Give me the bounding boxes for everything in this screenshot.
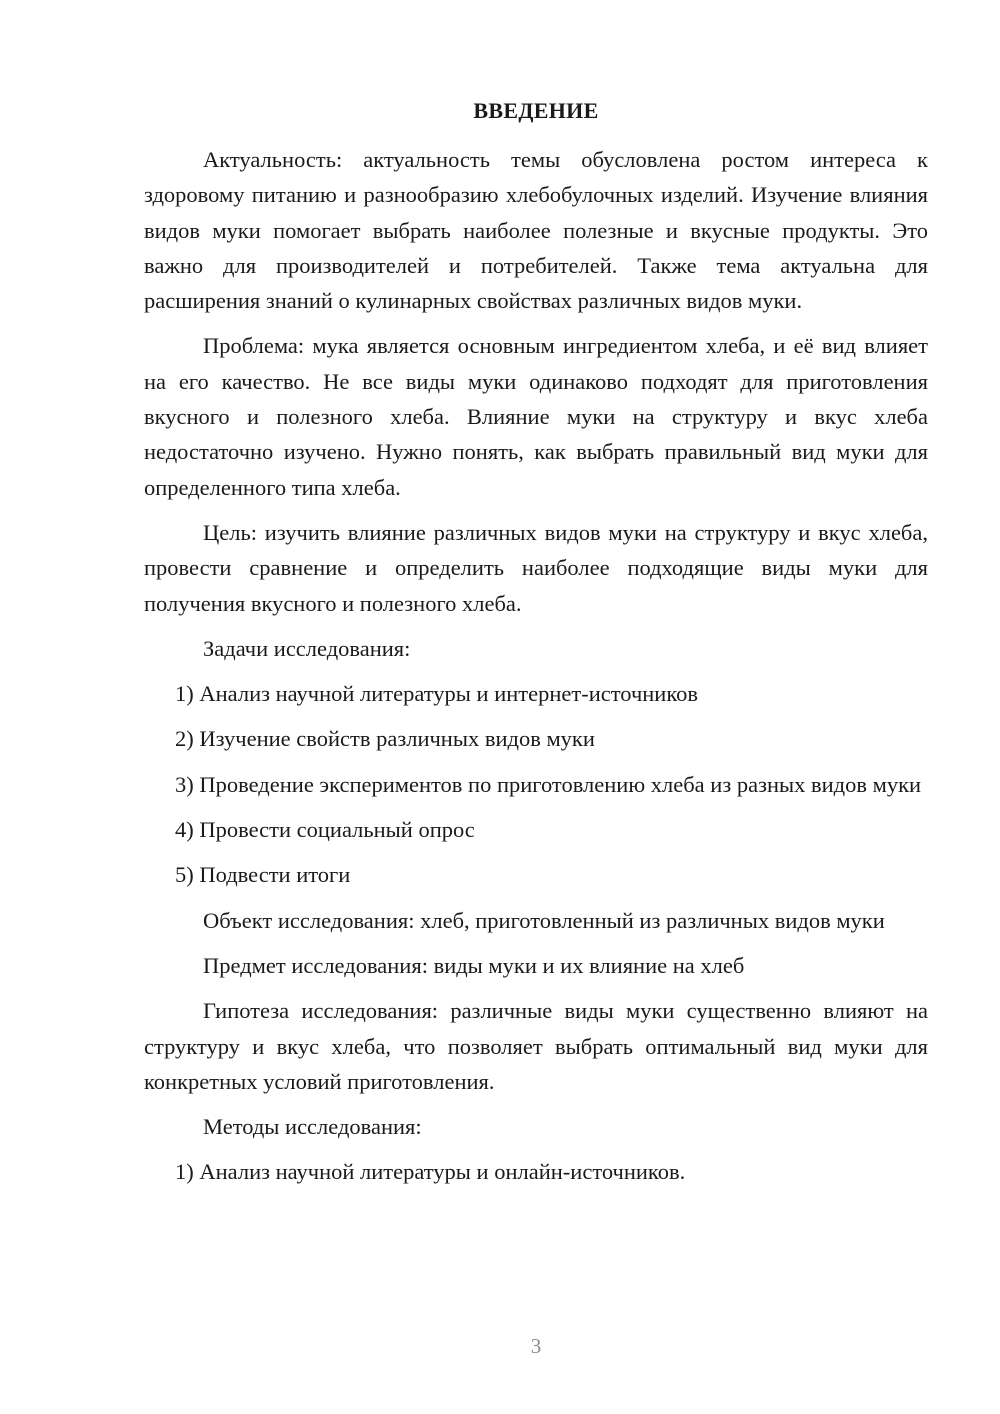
document-page — [144, 0, 928, 1414]
page-number: 3 — [530, 1334, 542, 1358]
paragraph-goal: Цель: изучить влияние различных видов муки на структуру и вкус хлеба, провести сравнение и определить наиболее подходящие виды муки для получения вкусного и полезного хлеба. — [144, 519, 928, 616]
paragraph-hypothesis: Гипотеза исследования: различные виды муки существенно влияют на структуру и вкус хлеба, что позволяет выбрать оптимальный вид муки для конкретных условий приготовления. — [144, 998, 928, 1094]
method-item-1: 1) Анализ научной литературы и онлайн-источников. — [175, 1159, 686, 1185]
paragraph-object: Объект исследования: хлеб, приготовленный из различных видов муки — [203, 907, 885, 933]
task-item-2: 2) Изучение свойств различных видов муки — [175, 726, 595, 752]
paragraph-subject: Предмет исследования: виды муки и их влияние на хлеб — [203, 952, 745, 978]
section-heading: ВВЕДЕНИЕ — [473, 98, 599, 123]
document-body — [144, 142, 928, 1200]
task-item-4: 4) Провести социальный опрос — [175, 817, 475, 843]
task-item-3: 3) Проведение экспериментов по приготовлению хлеба из разных видов муки — [175, 771, 922, 797]
paragraph-problem: Проблема: мука является основным ингредиентом хлеба, и её вид влияет на его качество. Не все виды муки одинаково подходят для приготовления вкусного и полезного хлеба. Влияние муки на структуру и вкус хлеба недостаточно изучено. Нужно понять, как выбрать правильный вид муки для определенного типа хлеба. — [144, 333, 928, 500]
paragraph-relevance: Актуальность: актуальность темы обусловлена ростом интереса к здоровому питанию и разнообразию хлебобулочных изделий. Изучение влияния видов муки помогает выбрать наиболее полезные и вкусные продукты. Это важно для производителей и потребителей. Также тема актуальна для расширения знаний о кулинарных свойствах различных видов муки. — [144, 147, 928, 314]
tasks-title: Задачи исследования: — [203, 635, 411, 661]
methods-title: Методы исследования: — [203, 1114, 422, 1140]
task-item-5: 5) Подвести итоги — [175, 862, 351, 888]
task-item-1: 1) Анализ научной литературы и интернет-источников — [175, 681, 699, 707]
